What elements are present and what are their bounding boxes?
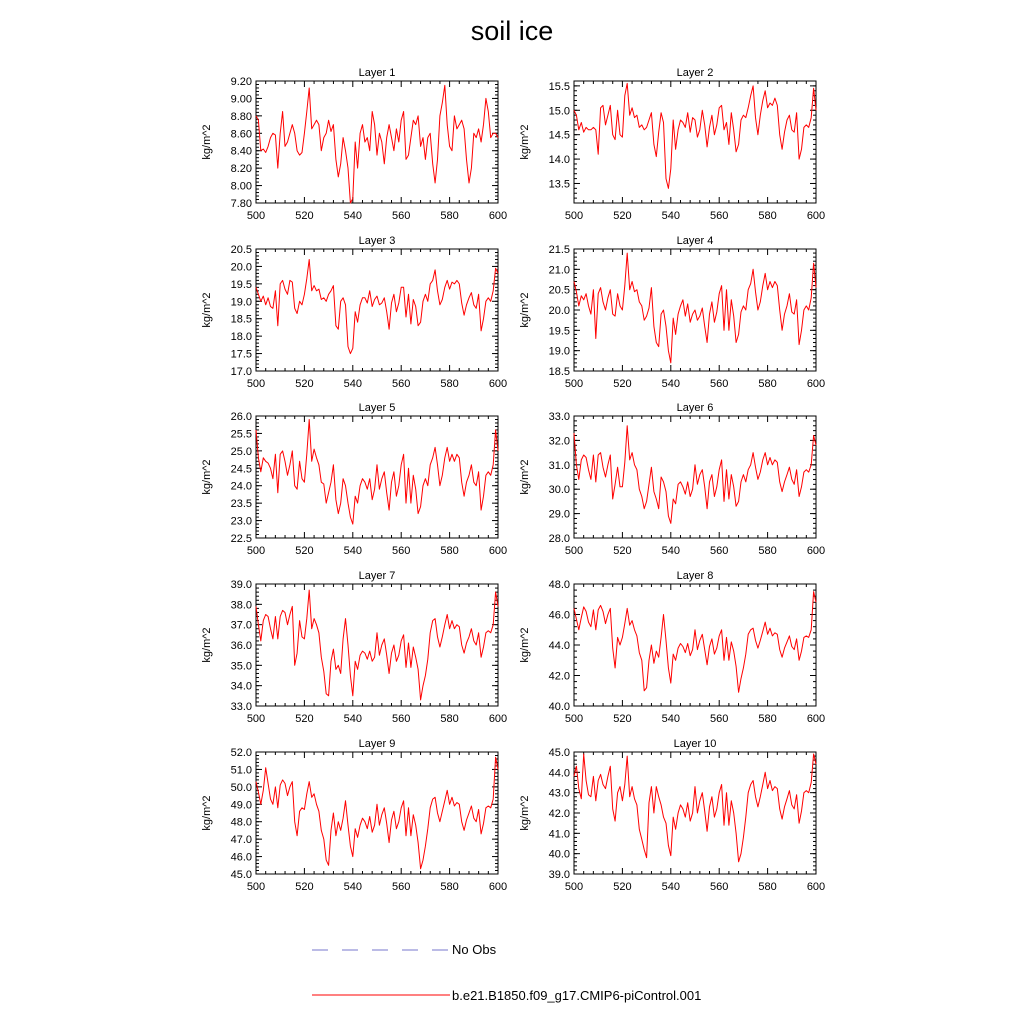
x-tick-label: 600 <box>488 881 508 893</box>
x-tick-label: 560 <box>392 378 411 390</box>
x-tick-label: 580 <box>758 545 777 557</box>
panel-title: Layer 4 <box>676 235 714 247</box>
legend-model-label: b.e21.B1850.f09_g17.CMIP6-piControl.001 <box>452 988 702 1003</box>
y-tick-label: 19.5 <box>230 278 252 291</box>
x-tick-label: 520 <box>295 210 314 222</box>
y-tick-label: 45.0 <box>548 747 570 759</box>
x-tick-label: 500 <box>564 545 584 557</box>
x-tick-label: 500 <box>246 210 266 222</box>
y-tick-label: 19.0 <box>230 296 252 309</box>
plot-frame <box>574 81 816 203</box>
y-tick-label: 41.0 <box>548 828 570 841</box>
x-tick-label: 500 <box>564 378 584 390</box>
y-axis-label: kg/m^2 <box>201 292 213 328</box>
x-tick-label: 520 <box>613 210 632 222</box>
x-tick-label: 500 <box>246 378 266 390</box>
y-tick-label: 47.0 <box>230 834 252 847</box>
y-tick-label: 18.5 <box>230 313 252 326</box>
x-tick-label: 540 <box>661 378 680 390</box>
y-tick-label: 20.0 <box>548 305 570 317</box>
y-tick-label: 42.0 <box>548 808 570 820</box>
x-tick-label: 600 <box>806 210 826 222</box>
y-tick-label: 23.5 <box>230 498 252 511</box>
x-tick-label: 560 <box>392 545 411 557</box>
y-tick-label: 36.0 <box>230 640 252 652</box>
x-tick-label: 540 <box>343 881 362 893</box>
panel-title: Layer 5 <box>358 402 396 414</box>
y-tick-label: 34.0 <box>230 680 252 693</box>
y-tick-label: 19.0 <box>548 345 570 358</box>
x-tick-label: 540 <box>343 378 362 390</box>
y-tick-label: 46.0 <box>230 851 252 864</box>
legend-obs-swatch <box>312 944 452 956</box>
y-tick-label: 8.20 <box>230 163 252 176</box>
y-tick-label: 38.0 <box>230 599 252 612</box>
plot-frame <box>256 81 498 203</box>
panel-title: Layer 9 <box>358 738 396 750</box>
y-tick-label: 18.0 <box>230 331 252 344</box>
y-tick-label: 17.5 <box>230 348 252 361</box>
x-tick-label: 600 <box>806 378 826 390</box>
x-tick-label: 500 <box>564 881 584 893</box>
x-tick-label: 560 <box>392 881 411 893</box>
panel-title: Layer 3 <box>358 235 396 247</box>
y-tick-label: 45.0 <box>230 869 252 881</box>
x-tick-label: 540 <box>343 545 362 557</box>
y-axis-label: kg/m^2 <box>519 459 531 495</box>
y-tick-label: 13.5 <box>548 178 570 191</box>
x-tick-label: 600 <box>488 545 508 557</box>
y-tick-label: 30.0 <box>548 484 570 497</box>
x-tick-label: 500 <box>246 881 266 893</box>
series-line-1 <box>256 260 498 354</box>
y-tick-label: 49.0 <box>230 799 252 812</box>
chart-panel-5 <box>201 402 507 557</box>
x-tick-label: 560 <box>710 210 729 222</box>
y-tick-label: 43.0 <box>548 787 570 800</box>
panel-title: Layer 10 <box>673 738 717 750</box>
y-tick-label: 20.0 <box>230 261 252 274</box>
y-axis-label: kg/m^2 <box>201 459 213 495</box>
series-line-1 <box>574 754 816 862</box>
chart-panel-7 <box>201 570 507 725</box>
legend-obs-label: No Obs <box>452 942 497 957</box>
x-tick-label: 580 <box>440 881 459 893</box>
y-tick-label: 44.0 <box>548 640 570 652</box>
y-tick-label: 39.0 <box>230 579 252 591</box>
y-axis-label: kg/m^2 <box>519 124 531 160</box>
y-tick-label: 48.0 <box>548 579 570 591</box>
y-tick-label: 40.0 <box>548 701 570 713</box>
x-tick-label: 540 <box>343 210 362 222</box>
chart-panel-3 <box>201 235 507 390</box>
x-tick-label: 520 <box>295 378 314 390</box>
series-line-1 <box>256 420 498 525</box>
plot-frame <box>256 752 498 874</box>
series-line-1 <box>574 592 816 693</box>
y-tick-label: 24.0 <box>230 480 252 493</box>
y-tick-label: 35.0 <box>230 660 252 673</box>
x-tick-label: 500 <box>564 713 584 725</box>
plot-frame <box>574 584 816 706</box>
y-tick-label: 18.5 <box>548 366 570 378</box>
x-tick-label: 560 <box>392 210 411 222</box>
x-tick-label: 600 <box>488 378 508 390</box>
y-tick-label: 29.0 <box>548 508 570 521</box>
y-axis-label: kg/m^2 <box>519 795 531 831</box>
x-tick-label: 520 <box>295 881 314 893</box>
y-tick-label: 20.5 <box>230 244 252 256</box>
series-line-1 <box>256 757 498 869</box>
x-tick-label: 580 <box>440 378 459 390</box>
y-axis-label: kg/m^2 <box>519 292 531 328</box>
x-tick-label: 540 <box>661 713 680 725</box>
y-tick-label: 52.0 <box>230 747 252 759</box>
x-tick-label: 560 <box>710 881 729 893</box>
panel-title: Layer 6 <box>676 402 714 414</box>
y-tick-label: 42.0 <box>548 670 570 683</box>
x-tick-label: 520 <box>295 713 314 725</box>
x-tick-label: 520 <box>613 713 632 725</box>
panel-title: Layer 8 <box>676 570 714 582</box>
series-line-1 <box>574 426 816 524</box>
y-tick-label: 25.0 <box>230 445 252 458</box>
y-tick-label: 21.5 <box>548 244 570 256</box>
x-tick-label: 580 <box>758 881 777 893</box>
y-tick-label: 22.5 <box>230 533 252 545</box>
y-tick-label: 25.5 <box>230 428 252 441</box>
y-axis-label: kg/m^2 <box>201 627 213 663</box>
y-tick-label: 39.0 <box>548 869 570 881</box>
x-tick-label: 500 <box>246 713 266 725</box>
x-tick-label: 580 <box>758 713 777 725</box>
y-axis-label: kg/m^2 <box>201 795 213 831</box>
y-tick-label: 7.80 <box>230 198 252 210</box>
page-title: soil ice <box>470 16 554 46</box>
x-tick-label: 560 <box>710 713 729 725</box>
x-tick-label: 520 <box>613 881 632 893</box>
x-tick-label: 600 <box>806 713 826 725</box>
y-tick-label: 26.0 <box>230 411 252 423</box>
x-tick-label: 580 <box>440 210 459 222</box>
chart-panel-8 <box>519 570 825 725</box>
x-tick-label: 600 <box>806 881 826 893</box>
y-axis-label: kg/m^2 <box>201 124 213 160</box>
x-tick-label: 580 <box>758 210 777 222</box>
series-line-1 <box>574 83 816 188</box>
x-tick-label: 560 <box>710 545 729 557</box>
chart-panel-4 <box>519 235 825 390</box>
y-tick-label: 15.5 <box>548 80 570 93</box>
y-tick-label: 50.0 <box>230 781 252 794</box>
legend-model-swatch <box>312 989 452 1001</box>
plot-frame <box>256 249 498 371</box>
panel-title: Layer 1 <box>358 67 396 79</box>
x-tick-label: 520 <box>295 545 314 557</box>
y-tick-label: 8.40 <box>230 145 252 158</box>
y-tick-label: 20.5 <box>548 284 570 297</box>
chart-panel-9 <box>201 738 507 893</box>
y-tick-label: 48.0 <box>230 816 252 829</box>
x-tick-label: 560 <box>392 713 411 725</box>
y-tick-label: 33.0 <box>548 411 570 423</box>
y-axis-label: kg/m^2 <box>519 627 531 663</box>
y-tick-label: 9.20 <box>230 76 252 88</box>
y-tick-label: 51.0 <box>230 764 252 777</box>
chart-panel-1 <box>201 67 507 222</box>
x-tick-label: 520 <box>613 378 632 390</box>
x-tick-label: 580 <box>758 378 777 390</box>
y-tick-label: 28.0 <box>548 533 570 545</box>
y-tick-label: 9.00 <box>230 93 252 106</box>
x-tick-label: 600 <box>806 545 826 557</box>
series-line-1 <box>256 85 498 203</box>
y-tick-label: 44.0 <box>548 767 570 780</box>
x-tick-label: 580 <box>440 545 459 557</box>
y-tick-label: 24.5 <box>230 463 252 476</box>
chart-panel-10 <box>519 738 825 893</box>
x-tick-label: 560 <box>710 378 729 390</box>
x-tick-label: 500 <box>246 545 266 557</box>
y-tick-label: 14.0 <box>548 154 570 167</box>
series-line-1 <box>256 590 498 700</box>
y-tick-label: 14.5 <box>548 129 570 142</box>
plot-frame <box>256 416 498 538</box>
y-tick-label: 31.0 <box>548 459 570 472</box>
x-tick-label: 540 <box>661 881 680 893</box>
x-tick-label: 540 <box>661 545 680 557</box>
y-tick-label: 8.80 <box>230 110 252 123</box>
chart-panel-6 <box>519 402 825 557</box>
chart-panel-2 <box>519 67 825 222</box>
x-tick-label: 500 <box>564 210 584 222</box>
x-tick-label: 540 <box>343 713 362 725</box>
y-tick-label: 40.0 <box>548 848 570 861</box>
series-line-1 <box>574 253 816 363</box>
y-tick-label: 21.0 <box>548 264 570 277</box>
x-tick-label: 540 <box>661 210 680 222</box>
y-tick-label: 32.0 <box>548 435 570 448</box>
x-tick-label: 600 <box>488 713 508 725</box>
x-tick-label: 520 <box>613 545 632 557</box>
y-tick-label: 19.5 <box>548 325 570 338</box>
x-tick-label: 580 <box>440 713 459 725</box>
x-tick-label: 600 <box>488 210 508 222</box>
panel-title: Layer 2 <box>676 67 714 79</box>
y-tick-label: 8.00 <box>230 180 252 193</box>
y-tick-label: 15.0 <box>548 105 570 118</box>
y-tick-label: 37.0 <box>230 619 252 632</box>
plot-frame <box>574 416 816 538</box>
y-tick-label: 33.0 <box>230 701 252 713</box>
panel-title: Layer 7 <box>358 570 396 582</box>
y-tick-label: 17.0 <box>230 366 252 378</box>
y-tick-label: 8.60 <box>230 128 252 141</box>
y-tick-label: 46.0 <box>548 609 570 622</box>
y-tick-label: 23.0 <box>230 515 252 528</box>
